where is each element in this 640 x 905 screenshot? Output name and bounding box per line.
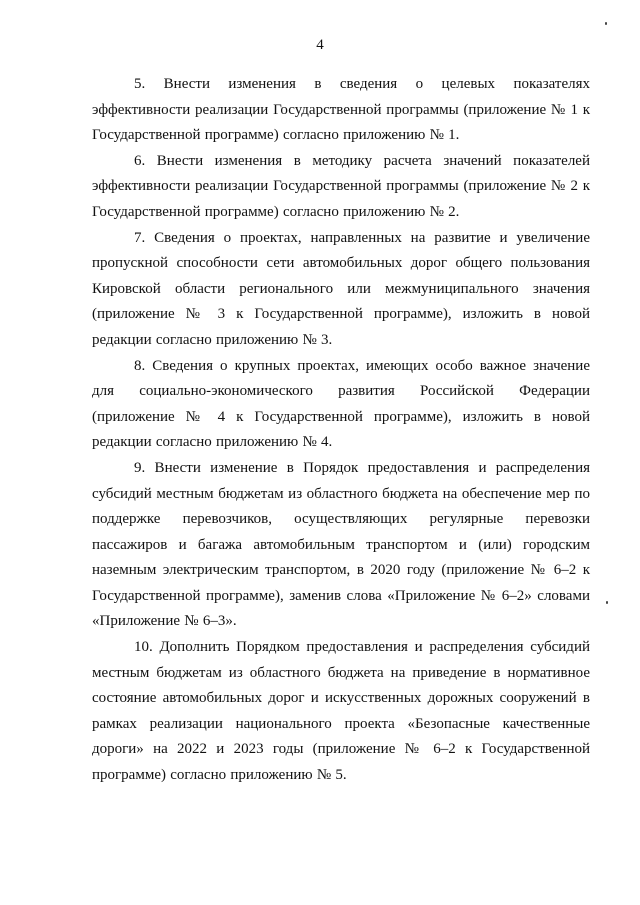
paragraph-7: 7. Сведения о проектах, направленных на развитие и увеличение пропускной способности сети автомобильных дорог общего пользования Кировской области регионального или межмуниципального значения (приложение № 3 к Государственной программе), изложить в новой редакции согласно приложению № 3. <box>92 229 590 348</box>
paragraph-9: 9. Внести изменение в Порядок предоставления и распределения субсидий местным бюджетам из областного бюджета на обеспечение мер по поддержке перевозчиков, осуществляющих регулярные перевозки пассажиров и багажа автомобильным транспортом и (или) городским наземным электрическим транспортом, в 2020 году (приложение № 6–2 к Государственной программе), заменив слова «Приложение № 6–2» словами «Приложение № 6–3». <box>92 459 590 630</box>
paragraph-6: 6. Внести изменения в методику расчета значений показателей эффективности реализации Государственной программы (приложение № 2 к Государственной программе) согласно приложению № 2. <box>92 152 590 220</box>
page-number: 4 <box>316 37 324 53</box>
scan-artifact <box>606 601 608 604</box>
paragraph-10: 10. Дополнить Порядком предоставления и распределения субсидий местным бюджетам из областного бюджета на приведение в нормативное состояние автомобильных дорог и искусственных дорожных сооружений в рамках реализации национального проекта «Безопасные качественные дороги» на 2022 и 2023 годы (приложение № 6–2 к Государственной программе) согласно приложению № 5. <box>92 639 590 784</box>
document-body <box>92 72 590 789</box>
paragraph-8: 8. Сведения о крупных проектах, имеющих особо важное значение для социально-экономического развития Российской Федерации (приложение № 4 к Государственной программе), изложить в новой редакции согласно приложению № 4. <box>92 357 590 451</box>
paragraph-5: 5. Внести изменения в сведения о целевых показателях эффективности реализации Государственной программы (приложение № 1 к Государственной программе) согласно приложению № 1. <box>92 76 590 144</box>
scan-artifact <box>605 22 607 25</box>
